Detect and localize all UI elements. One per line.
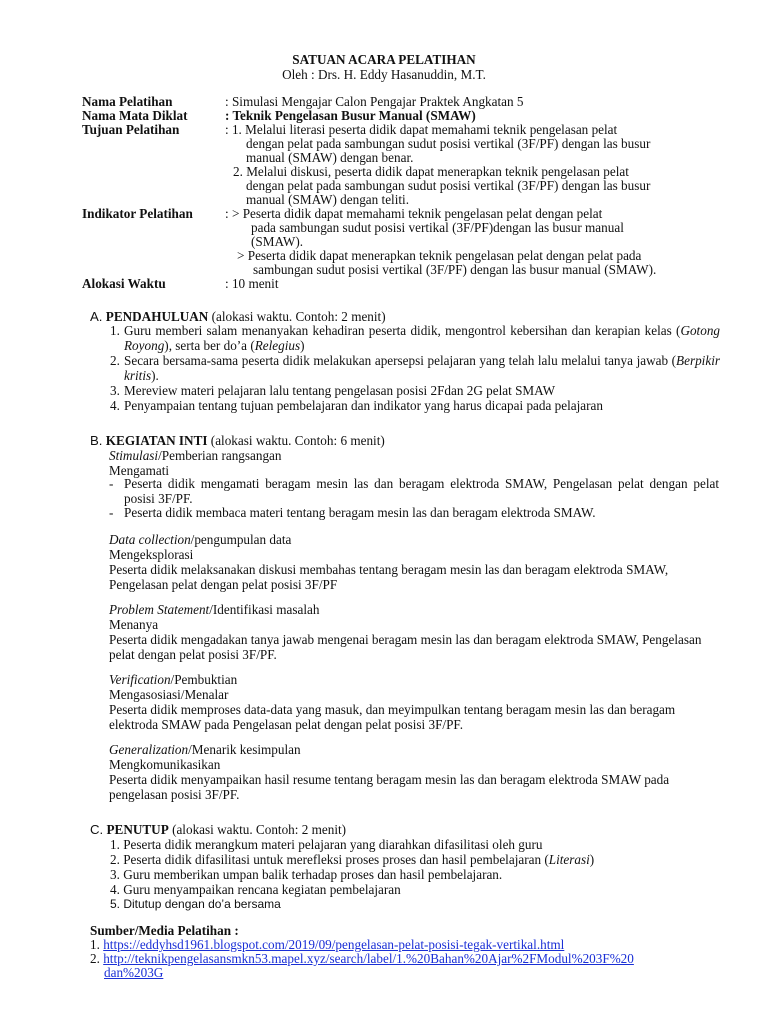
section-c-item: 1. Peserta didik merangkum materi pelajaran yang diarahkan difasilitasi oleh guru: [110, 837, 543, 852]
nama-pelatihan-value: : Simulasi Mengajar Calon Pengajar Praktek Angkatan 5: [225, 94, 524, 109]
section-a-note: (alokasi waktu. Contoh: 2 menit): [208, 309, 386, 324]
section-a-item: 1. Guru memberi salam menanyakan kehadiran peserta didik, mengontrol kebersihan dan kerapian kelas (Gotong Royong), serta ber do’a (Relegius): [110, 323, 720, 353]
nama-mata-value: : Teknik Pengelasan Busur Manual (SMAW): [225, 108, 476, 123]
tujuan-1: : 1. Melalui literasi peserta didik dapat memahami teknik pengelasan pelat: [225, 122, 618, 137]
stimulasi-sub: Mengamati: [109, 463, 170, 478]
section-a-item: 2. Secara bersama-sama peserta didik melakukan apersepsi pelajaran yang telah lalu melalui tanya jawab (Berpikir kritis).: [110, 353, 720, 383]
section-c-letter: C.: [90, 822, 104, 837]
sources-title: Sumber/Media Pelatihan :: [90, 923, 239, 938]
source-link-1[interactable]: https://eddyhsd1961.blogspot.com/2019/09/pengelasan-pelat-posisi-tegak-vertikal.html: [103, 937, 565, 952]
tujuan-2c: manual (SMAW) dengan teliti.: [246, 192, 410, 207]
source-link-2[interactable]: http://teknikpengelasansmkn53.mapel.xyz/search/label/1.%20Bahan%20Ajar%2FModul%203F%20: [103, 951, 634, 966]
tujuan-2: 2. Melalui diskusi, peserta didik dapat menerapkan teknik pengelasan pelat: [233, 164, 629, 179]
section-c-item: 3. Guru memberikan umpan balik terhadap proses dan hasil pembelajaran.: [110, 867, 503, 882]
generalization-sub: Mengkomunikasikan: [109, 757, 221, 772]
problem-statement-text: Peserta didik mengadakan tanya jawab mengenai beragam mesin las dan beragam elektroda SMAW, Pengelasan pelat dengan pelat posisi 3F/PF.: [109, 632, 702, 662]
section-a-title: PENDAHULUAN: [105, 309, 209, 324]
alokasi-label: Alokasi Waktu: [82, 276, 166, 291]
data-collection-sub: Mengeksplorasi: [109, 547, 194, 562]
stimulasi-dash-2: -: [109, 505, 114, 520]
section-c-item: 4. Guru menyampaikan rencana kegiatan pembelajaran: [110, 882, 401, 897]
section-c-heading: [90, 822, 720, 837]
section-b-note: (alokasi waktu. Contoh: 6 menit): [207, 433, 385, 448]
document-author: Oleh : Drs. H. Eddy Hasanuddin, M.T.: [282, 67, 486, 82]
problem-statement-heading: Problem Statement/Identifikasi masalah: [109, 602, 320, 617]
section-b-title: KEGIATAN INTI: [105, 433, 208, 448]
indikator-1c: (SMAW).: [251, 234, 304, 249]
stimulasi-heading: Stimulasi/Pemberian rangsangan: [109, 448, 282, 463]
alokasi-value: : 10 menit: [225, 276, 279, 291]
indikator-1b: pada sambungan sudut posisi vertikal (3F/PF)dengan las busur manual: [251, 220, 624, 235]
section-a-item: 4. Penyampaian tentang tujuan pembelajaran dan indikator yang harus dicapai pada pelajaran: [110, 398, 603, 413]
section-c-note: (alokasi waktu. Contoh: 2 menit): [168, 822, 347, 837]
tujuan-1c: manual (SMAW) dengan benar.: [246, 150, 414, 165]
source-1: 1. https://eddyhsd1961.blogspot.com/2019/09/pengelasan-pelat-posisi-tegak-vertikal.html: [90, 937, 565, 952]
data-collection-block: [109, 532, 719, 592]
section-a-item: 3. Mereview materi pelajaran lalu tentang pengelasan posisi 2Fdan 2G pelat SMAW: [110, 383, 556, 398]
indikator-2b: sambungan sudut posisi vertikal (3F/PF) dengan las busur manual (SMAW).: [253, 262, 657, 277]
data-collection-heading: Data collection/pengumpulan data: [109, 532, 292, 547]
indikator-1: : > Peserta didik dapat memahami teknik pengelasan pelat dengan pelat: [225, 206, 603, 221]
problem-statement-sub: Menanya: [109, 617, 159, 632]
indikator-2: > Peserta didik dapat menerapkan teknik pengelasan pelat dengan pelat pada: [237, 248, 642, 263]
nama-pelatihan-label: Nama Pelatihan: [82, 94, 173, 109]
problem-statement-block: [109, 602, 719, 662]
section-a-heading: [90, 309, 720, 324]
section-b-heading: [90, 433, 720, 448]
verification-sub: Mengasosiasi/Menalar: [109, 687, 229, 702]
section-c-list: [110, 837, 720, 912]
generalization-block: [109, 742, 719, 802]
indikator-label: Indikator Pelatihan: [82, 206, 193, 221]
section-c-item: 5. Ditutup dengan do’a bersama: [110, 897, 281, 911]
stimulasi-block: [109, 448, 719, 478]
verification-block: [109, 672, 719, 732]
stimulasi-point-1: Peserta didik mengamati beragam mesin las dan beragam elektroda SMAW, Pengelasan pelat dengan pelat posisi 3F/PF.: [124, 476, 719, 506]
generalization-text: Peserta didik menyampaikan hasil resume tentang beragam mesin las dan beragam elektroda SMAW pada pengelasan posisi 3F/PF.: [109, 772, 670, 802]
section-c-item: 2. Peserta didik difasilitasi untuk merefleksi proses proses dan hasil pembelajaran (Literasi): [110, 852, 595, 867]
stimulasi-dash-1: -: [109, 476, 114, 491]
section-b-letter: B.: [90, 433, 103, 448]
verification-text: Peserta didik memproses data-data yang masuk, dan meyimpulkan tentang beragam mesin las dan beragam elektroda SMAW pada Pengelasan pelat dengan pelat posisi 3F/PF.: [109, 702, 676, 732]
tujuan-label: Tujuan Pelatihan: [82, 122, 180, 137]
section-a-list: [110, 323, 720, 413]
tujuan-2b: dengan pelat pada sambungan sudut posisi vertikal (3F/PF) dengan las busur: [246, 178, 651, 193]
nama-mata-label: Nama Mata Diklat: [82, 108, 188, 123]
generalization-heading: Generalization/Menarik kesimpulan: [109, 742, 301, 757]
source-2: 2. http://teknikpengelasansmkn53.mapel.xyz/search/label/1.%20Bahan%20Ajar%2FModul%203F%20: [90, 951, 634, 966]
section-c-title: PENUTUP: [106, 822, 169, 837]
stimulasi-point-2: Peserta didik membaca materi tentang beragam mesin las dan beragam elektroda SMAW.: [124, 505, 596, 520]
data-collection-text: Peserta didik melaksanakan diskusi membahas tentang beragam mesin las dan beragam elektroda SMAW, Pengelasan pelat dengan pelat posisi 3F/PF: [109, 562, 669, 592]
section-a-letter: A.: [90, 309, 103, 324]
verification-heading: Verification/Pembuktian: [109, 672, 238, 687]
source-link-2-cont[interactable]: dan%203G: [104, 965, 164, 980]
source-2-cont: [104, 965, 163, 980]
meta-block: [82, 94, 722, 291]
document-title: SATUAN ACARA PELATIHAN: [292, 52, 476, 67]
tujuan-1b: dengan pelat pada sambungan sudut posisi vertikal (3F/PF) dengan las busur: [246, 136, 651, 151]
